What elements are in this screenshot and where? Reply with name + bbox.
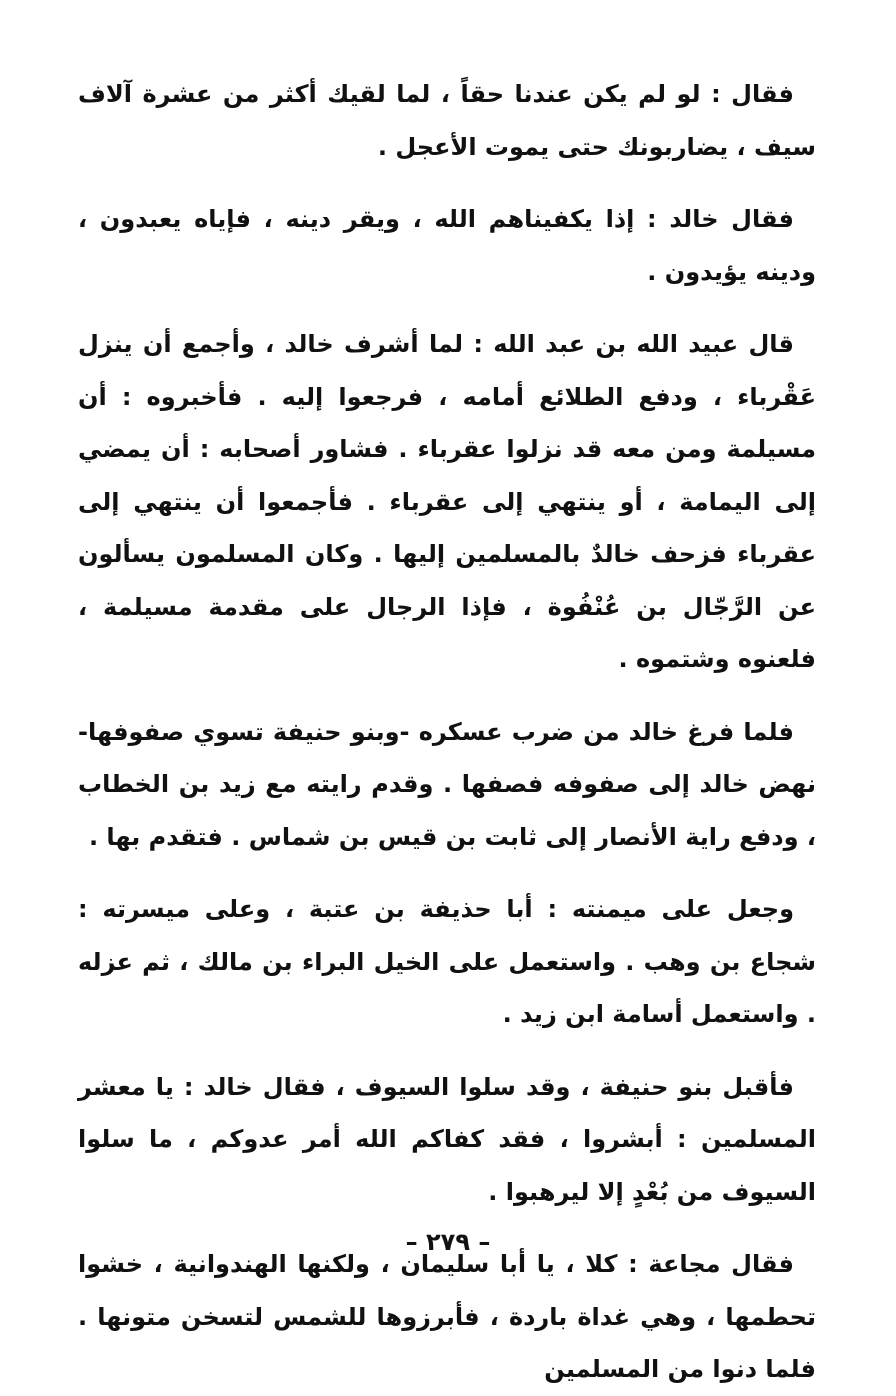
paragraph-5: وجعل على ميمنته : أبا حذيفة بن عتبة ، وعلى ميسرته : شجاع بن وهب . واستعمل على الخيل البراء بن مالك ، ثم عزله . واستعمل أسامة ابن زيد . bbox=[78, 895, 816, 1028]
paragraph-6: فأقبل بنو حنيفة ، وقد سلوا السيوف ، فقال خالد : يا معشر المسلمين : أبشروا ، فقد كفاكم الله أمر عدوكم ، ما سلوا السيوف من بُعْدٍ إلا ليرهبوا . bbox=[78, 1072, 816, 1206]
paragraph-1: فقال : لو لم يكن عندنا حقاً ، لما لقيك أكثر من عشرة آلاف سيف ، يضاربونك حتى يموت الأعجل . bbox=[78, 80, 816, 161]
paragraph-7: فقال مجاعة : كلا ، يا أبا سليمان ، ولكنها الهندوانية ، خشوا تحطمها ، وهي غداة باردة ، فأبرزوها للشمس لتسخن متونها . فلما دنوا من المسلمين bbox=[78, 1250, 816, 1383]
paragraph-3: قال عبيد الله بن عبد الله : لما أشرف خالد ، وأجمع أن ينزل عَقْرباء ، ودفع الطلائع أمامه ، فرجعوا إليه . فأخبروه : أن مسيلمة ومن معه قد نزلوا عقرباء . فشاور أصحابه : أن يمضي إلى اليمامة ، أو ينتهي إلى عقرباء . فأجمعوا أن ينتهي إلى عقرباء فزحف خالدٌ بالمسلمين إليها . وكان المسلمون يسألون عن الرَّجّال بن عُنْفُوة ، فإذا الرجال على مقدمة مسيلمة ، فلعنوه وشتموه . bbox=[78, 330, 816, 673]
paragraph-4: فلما فرغ خالد من ضرب عسكره -وبنو حنيفة تسوي صفوفها- نهض خالد إلى صفوفه فصفها . وقدم رايته مع زيد بن الخطاب ، ودفع راية الأنصار إلى ثابت بن قيس بن شماس . فتقدم بها . bbox=[78, 717, 816, 851]
page-number: – ٢٧٩ – bbox=[405, 1228, 491, 1256]
paragraph-2: فقال خالد : إذا يكفيناهم الله ، ويقر دينه ، فإياه يعبدون ، ودينه يؤيدون . bbox=[78, 205, 816, 286]
